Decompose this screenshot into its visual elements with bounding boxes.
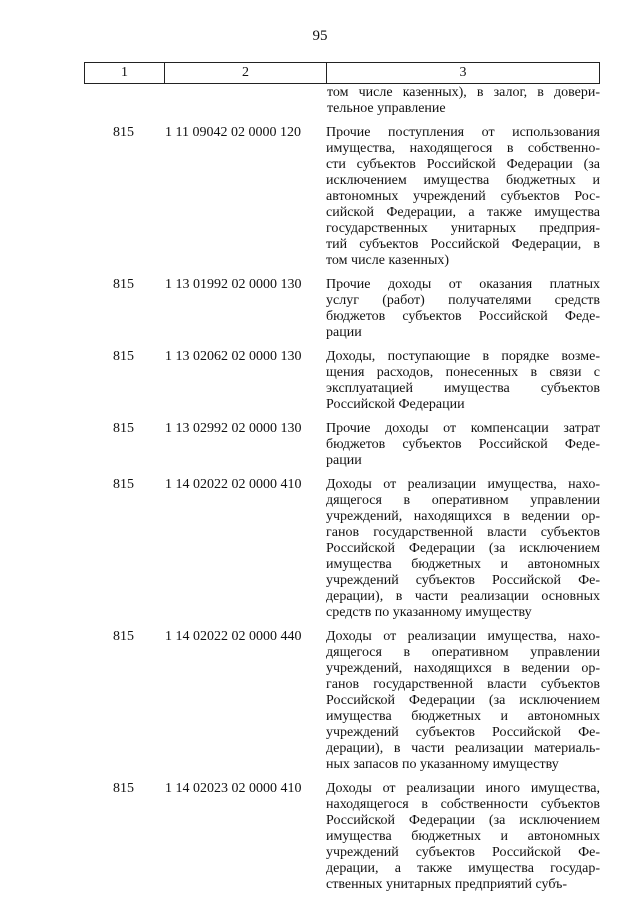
description-line: бюджетов субъектов Российской Феде- — [326, 309, 600, 324]
description-line: учреждений, находящихся в ведении ор- — [326, 661, 600, 676]
description-line: Доходы, поступающие в порядке возме- — [326, 349, 600, 364]
description-line: сти субъектов Российской Федерации (за — [326, 157, 600, 172]
description-line: Доходы от реализации иного имущества, — [326, 781, 600, 796]
description-line: ганов государственной власти субъектов — [326, 525, 600, 540]
table-row — [84, 349, 600, 413]
description-line: ных запасов по указанному имуществу — [326, 757, 559, 772]
budget-classification-code: 1 11 09042 02 0000 120 — [165, 125, 301, 140]
table-row — [84, 421, 600, 469]
description-line: дерации), в части реализации материаль- — [326, 741, 600, 756]
description-line: автономных учреждений субъектов Рос- — [326, 189, 600, 204]
admin-code: 815 — [113, 277, 134, 292]
admin-code: 815 — [113, 477, 134, 492]
description-line: сийской Федерации, а также имущества — [326, 205, 600, 220]
description-line: Российской Федерации (за исключением — [326, 813, 600, 828]
description-line: учреждений, находящихся в ведении ор- — [326, 509, 600, 524]
description-line: Российской Федерации (за исключением — [326, 693, 600, 708]
admin-code: 815 — [113, 781, 134, 796]
budget-classification-code: 1 13 02062 02 0000 130 — [165, 349, 302, 364]
description-line: эксплуатацией имущества субъектов — [326, 381, 600, 396]
budget-classification-code: 1 14 02022 02 0000 440 — [165, 629, 302, 644]
description-line: Доходы от реализации имущества, нахо- — [326, 629, 600, 644]
table-row — [84, 277, 600, 341]
description-line: рации — [326, 325, 362, 340]
description-line: Доходы от реализации имущества, нахо- — [326, 477, 600, 492]
admin-code: 815 — [113, 421, 134, 436]
description-line: учреждений субъектов Российской Фе- — [326, 725, 600, 740]
budget-classification-code: 1 14 02022 02 0000 410 — [165, 477, 302, 492]
description-line: том числе казенных) — [326, 253, 450, 268]
description-line: учреждений субъектов Российской Фе- — [326, 845, 600, 860]
description-line: имущества бюджетных и автономных — [326, 829, 600, 844]
table-row — [84, 477, 600, 621]
table-row — [84, 781, 600, 893]
table-row — [84, 125, 600, 269]
header-col-3: 3 — [459, 65, 467, 80]
description-line: бюджетов субъектов Российской Феде- — [326, 437, 600, 452]
description-line: учреждений субъектов Российской Фе- — [326, 573, 600, 588]
revenue-description — [324, 781, 600, 893]
admin-code: 815 — [113, 629, 134, 644]
description-line: дерации, а также имущества государ- — [326, 861, 600, 876]
description-line: находящегося в собственности субъектов — [326, 797, 600, 812]
description-line: дящегося в оперативном управлении — [326, 493, 600, 508]
description-line: средств по указанному имуществу — [326, 605, 532, 620]
description-line: тельное управление — [327, 101, 446, 116]
budget-classification-code: 1 13 02992 02 0000 130 — [165, 421, 302, 436]
header-col-1: 1 — [85, 63, 165, 83]
revenue-description — [324, 277, 600, 341]
table-body — [84, 125, 600, 893]
description-line: имущества бюджетных и автономных — [326, 557, 600, 572]
revenue-description — [324, 629, 600, 773]
description-line: имущества бюджетных и автономных — [326, 709, 600, 724]
continuation-text — [325, 84, 600, 117]
description-line: том числе казенных), в залог, в довери- — [327, 85, 600, 100]
revenue-description — [324, 349, 600, 413]
description-line: рации — [326, 453, 362, 468]
description-line: щения расходов, понесенных в связи с — [326, 365, 600, 380]
table-header-row — [84, 62, 600, 84]
revenue-description — [324, 477, 600, 621]
admin-code: 815 — [113, 349, 134, 364]
description-line: дерации), в части реализации основных — [326, 589, 600, 604]
budget-classification-code: 1 14 02023 02 0000 410 — [165, 781, 302, 796]
description-line: Прочие доходы от компенсации затрат — [326, 421, 600, 436]
table-row — [84, 629, 600, 773]
description-line: Российской Федерации — [326, 397, 465, 412]
revenue-description — [324, 421, 600, 469]
description-line: имущества, находящегося в собственно- — [326, 141, 600, 156]
page-number: 95 — [312, 28, 328, 44]
description-line: тий субъектов Российской Федерации, в — [326, 237, 600, 252]
description-line: Прочие доходы от оказания платных — [326, 277, 600, 292]
description-line: услуг (работ) получателями средств — [326, 293, 600, 308]
description-line: ганов государственной власти субъектов — [326, 677, 600, 692]
description-line: исключением имущества бюджетных и — [326, 173, 600, 188]
revenue-description — [324, 125, 600, 269]
revenue-codes-table — [84, 62, 600, 893]
header-col-2: 2 — [165, 63, 327, 83]
description-line: ственных унитарных предприятий субъ- — [326, 877, 568, 892]
description-line: Прочие поступления от использования — [326, 125, 600, 140]
description-line: дящегося в оперативном управлении — [326, 645, 600, 660]
admin-code: 815 — [113, 125, 134, 140]
description-line: государственных унитарных предприя- — [326, 221, 600, 236]
description-line: Российской Федерации (за исключением — [326, 541, 600, 556]
budget-classification-code: 1 13 01992 02 0000 130 — [165, 277, 302, 292]
